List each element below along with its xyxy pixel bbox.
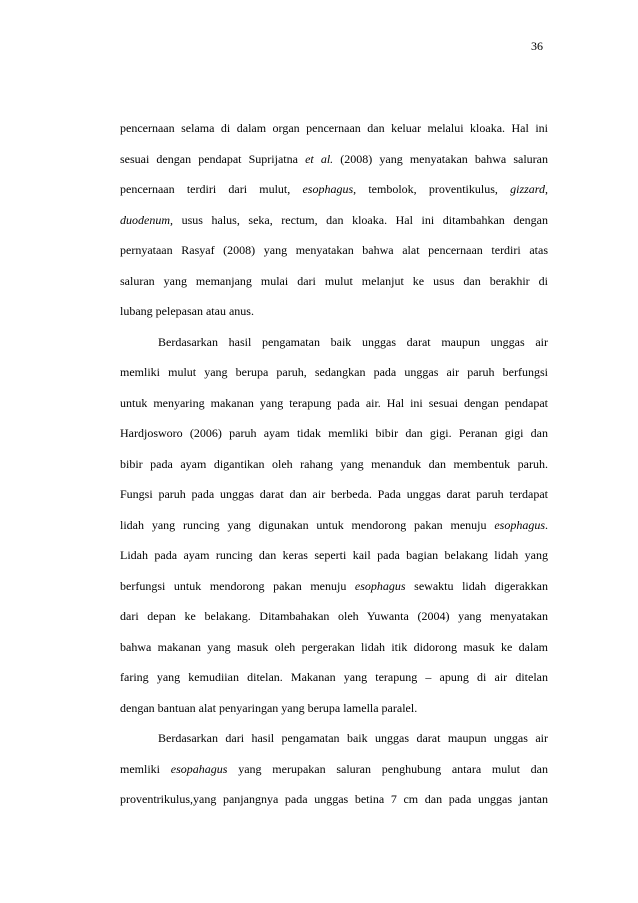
text-run: , tembolok, proventikulus, — [353, 182, 511, 196]
text-line — [120, 609, 548, 640]
text-line — [120, 304, 548, 335]
text-line — [120, 518, 548, 549]
text-line — [120, 487, 548, 518]
text-line — [120, 640, 548, 671]
text-run: proventrikulus,yang panjangnya pada unggas betina 7 cm dan pada unggas jantan — [120, 792, 548, 806]
text-line — [120, 121, 548, 152]
text-run: untuk menyaring makanan yang terapung pada air. Hal ini sesuai dengan pendapat — [120, 395, 548, 410]
text-run: Berdasarkan dari hasil pengamatan baik unggas darat maupun unggas air — [158, 731, 548, 745]
text-line — [120, 762, 548, 793]
text-run: usus halus, seka, rectum, dan kloaka. Hal ini ditambahkan dengan — [173, 212, 548, 227]
text-line — [120, 731, 548, 762]
text-run: bahwa makanan yang masuk oleh pergerakan lidah itik didorong masuk ke dalam — [120, 639, 548, 654]
text-run: memliki mulut yang berupa paruh, sedangkan pada unggas air paruh berfungsi — [120, 365, 548, 379]
text-run: memliki — [120, 761, 171, 776]
text-run: , — [545, 182, 549, 196]
text-run: lidah yang runcing yang digunakan untuk mendorong pakan menuju — [120, 517, 495, 532]
text-line — [120, 365, 548, 396]
text-run: dari depan ke belakang. Ditambahakan oleh Yuwanta (2004) yang menyatakan — [120, 609, 548, 623]
italic-term: gizzard — [510, 182, 546, 196]
italic-term: duodenum, — [120, 212, 173, 227]
text-line — [120, 396, 548, 427]
text-run: lubang pelepasan atau anus. — [120, 304, 254, 318]
italic-term: esophagus — [302, 182, 354, 196]
text-line — [120, 701, 548, 732]
italic-term: esopahagus — [170, 761, 228, 776]
text-line — [120, 426, 548, 457]
italic-term: esophagus — [494, 517, 545, 532]
text-run: dengan bantuan alat penyaringan yang berupa lamella paralel. — [120, 700, 418, 715]
text-run: (2008) yang menyatakan bahwa saluran — [333, 151, 548, 166]
page-number: 36 — [531, 39, 543, 53]
italic-term: et al. — [305, 151, 334, 166]
text-run: Hardjosworo (2006) paruh ayam tidak memliki bibir dan gigi. Peranan gigi dan — [120, 426, 548, 440]
text-run: faring yang kemudiian ditelan. Makanan yang terapung – apung di air ditelan — [120, 670, 548, 684]
text-run: pernyataan Rasyaf (2008) yang menyatakan bahwa alat pencernaan terdiri atas — [120, 243, 548, 257]
text-line — [120, 152, 548, 183]
text-run: . — [545, 517, 548, 532]
text-line — [120, 548, 548, 579]
text-line — [120, 670, 548, 701]
text-run: saluran yang memanjang mulai dari mulut melanjut ke usus dan berakhir di — [120, 273, 548, 288]
text-run: Fungsi paruh pada unggas darat dan air berbeda. Pada unggas darat paruh terdapat — [120, 487, 548, 501]
text-run: Lidah pada ayam runcing dan keras seperti kail pada bagian belakang lidah yang — [120, 548, 548, 562]
italic-term: esophagus — [354, 578, 406, 593]
text-run: sewaktu lidah digerakkan — [405, 578, 548, 593]
text-line — [120, 213, 548, 244]
text-run: sesuai dengan pendapat Suprijatna — [120, 151, 306, 166]
text-line — [120, 792, 548, 823]
text-run: berfungsi untuk mendorong pakan menuju — [120, 578, 355, 593]
text-run: bibir pada ayam digantikan oleh rahang yang menanduk dan membentuk paruh. — [120, 456, 548, 471]
text-line — [120, 457, 548, 488]
text-line — [120, 335, 548, 366]
text-line — [120, 243, 548, 274]
text-run: pencernaan selama di dalam organ pencernaan dan keluar melalui kloaka. Hal ini — [120, 121, 548, 135]
text-line — [120, 182, 548, 213]
text-run: yang merupakan saluran penghubung antara mulut dan — [227, 761, 549, 776]
text-line — [120, 579, 548, 610]
text-line — [120, 274, 548, 305]
body-text — [120, 121, 548, 823]
text-run: pencernaan terdiri dari mulut, — [120, 182, 303, 196]
text-run: Berdasarkan hasil pengamatan baik unggas darat maupun unggas air — [158, 334, 548, 349]
